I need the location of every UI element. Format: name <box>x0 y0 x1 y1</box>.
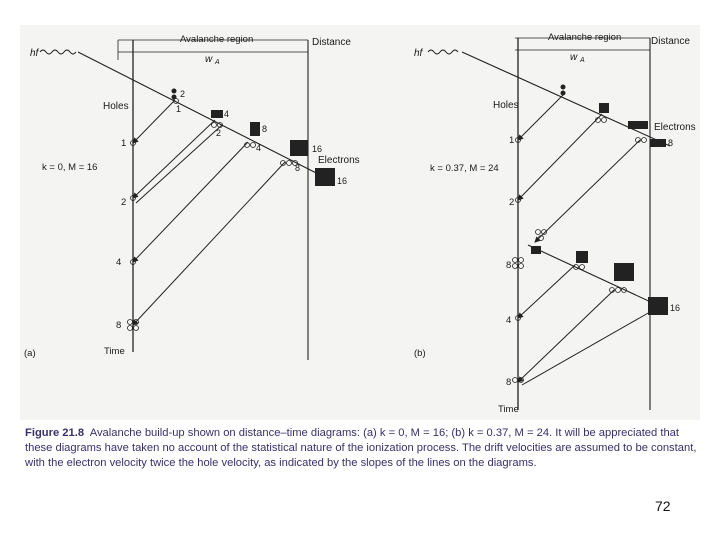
hf-label: hf <box>30 48 39 59</box>
track-label: 8 <box>506 260 512 271</box>
track-label: 4 <box>116 257 122 268</box>
time-label: Time <box>104 346 125 357</box>
avalanche-label: Avalanche region <box>180 34 254 45</box>
panel-label: (b) <box>414 348 426 359</box>
wa-label: w <box>205 54 213 65</box>
time-label: Time <box>498 404 519 415</box>
diagram-svg <box>20 25 700 420</box>
hf-label: hf <box>414 48 423 59</box>
distance-label: Distance <box>312 37 351 48</box>
count-label: 16 <box>337 176 348 186</box>
electron-path <box>78 52 330 180</box>
track-label: 1 <box>121 138 127 149</box>
panel-label: (a) <box>24 348 36 359</box>
avalanche-label: Avalanche region <box>548 32 622 43</box>
hole-track <box>133 100 175 143</box>
track-label: 8 <box>506 377 512 388</box>
electron-cluster <box>531 85 668 316</box>
count-label: 16 <box>670 303 681 313</box>
figure-caption <box>25 426 700 471</box>
photon-wave <box>40 50 76 54</box>
count-label: 8 <box>262 124 268 134</box>
electrons-label: Electrons <box>654 122 696 133</box>
panel-b <box>414 32 696 415</box>
photon-wave <box>428 50 458 54</box>
track-label: 2 <box>121 197 127 208</box>
count-label: 4 <box>224 109 230 119</box>
count-label: 1 <box>176 104 182 114</box>
count-label: 4 <box>256 143 262 153</box>
count-label: 2 <box>180 89 186 99</box>
count-label: 16 <box>312 144 323 154</box>
count-label: 8 <box>295 163 301 173</box>
wa-sub: A <box>215 59 220 66</box>
hole-track <box>133 142 248 262</box>
track-label: 2 <box>509 197 515 208</box>
km-label: k = 0.37, M = 24 <box>430 163 499 174</box>
distance-label: Distance <box>651 36 690 47</box>
electron-path <box>528 245 668 310</box>
page-number: 72 <box>655 498 671 514</box>
electron-cluster <box>172 89 336 187</box>
track-label: 8 <box>116 320 122 331</box>
wa-label: w <box>570 52 578 63</box>
panel-a <box>24 34 360 360</box>
count-label: 8 <box>668 138 674 148</box>
track-label: 4 <box>506 315 512 326</box>
hole-track <box>133 162 285 325</box>
track-label: 1 <box>509 135 515 146</box>
electrons-label: Electrons <box>318 155 360 166</box>
count-label: 2 <box>216 128 222 138</box>
wa-sub: A <box>580 57 585 64</box>
km-label: k = 0, M = 16 <box>42 162 98 173</box>
figure-scan <box>20 25 700 420</box>
holes-label: Holes <box>103 101 129 112</box>
caption-text: Avalanche build-up shown on distance–time diagrams: (a) k = 0, M = 16; (b) k = 0.37, M = 24. It will be appreciated that these diagrams have taken no account of the statistical nature of the ionization process. The drift velocities are assumed to be constant, with the electron velocity twice the hole velocity, as indicated by the slopes of the lines on the diagrams. <box>25 427 697 469</box>
holes-label: Holes <box>493 100 519 111</box>
figure-number: Figure 21.8 <box>25 427 85 439</box>
hole-track <box>133 120 215 198</box>
electron-path <box>462 52 670 146</box>
